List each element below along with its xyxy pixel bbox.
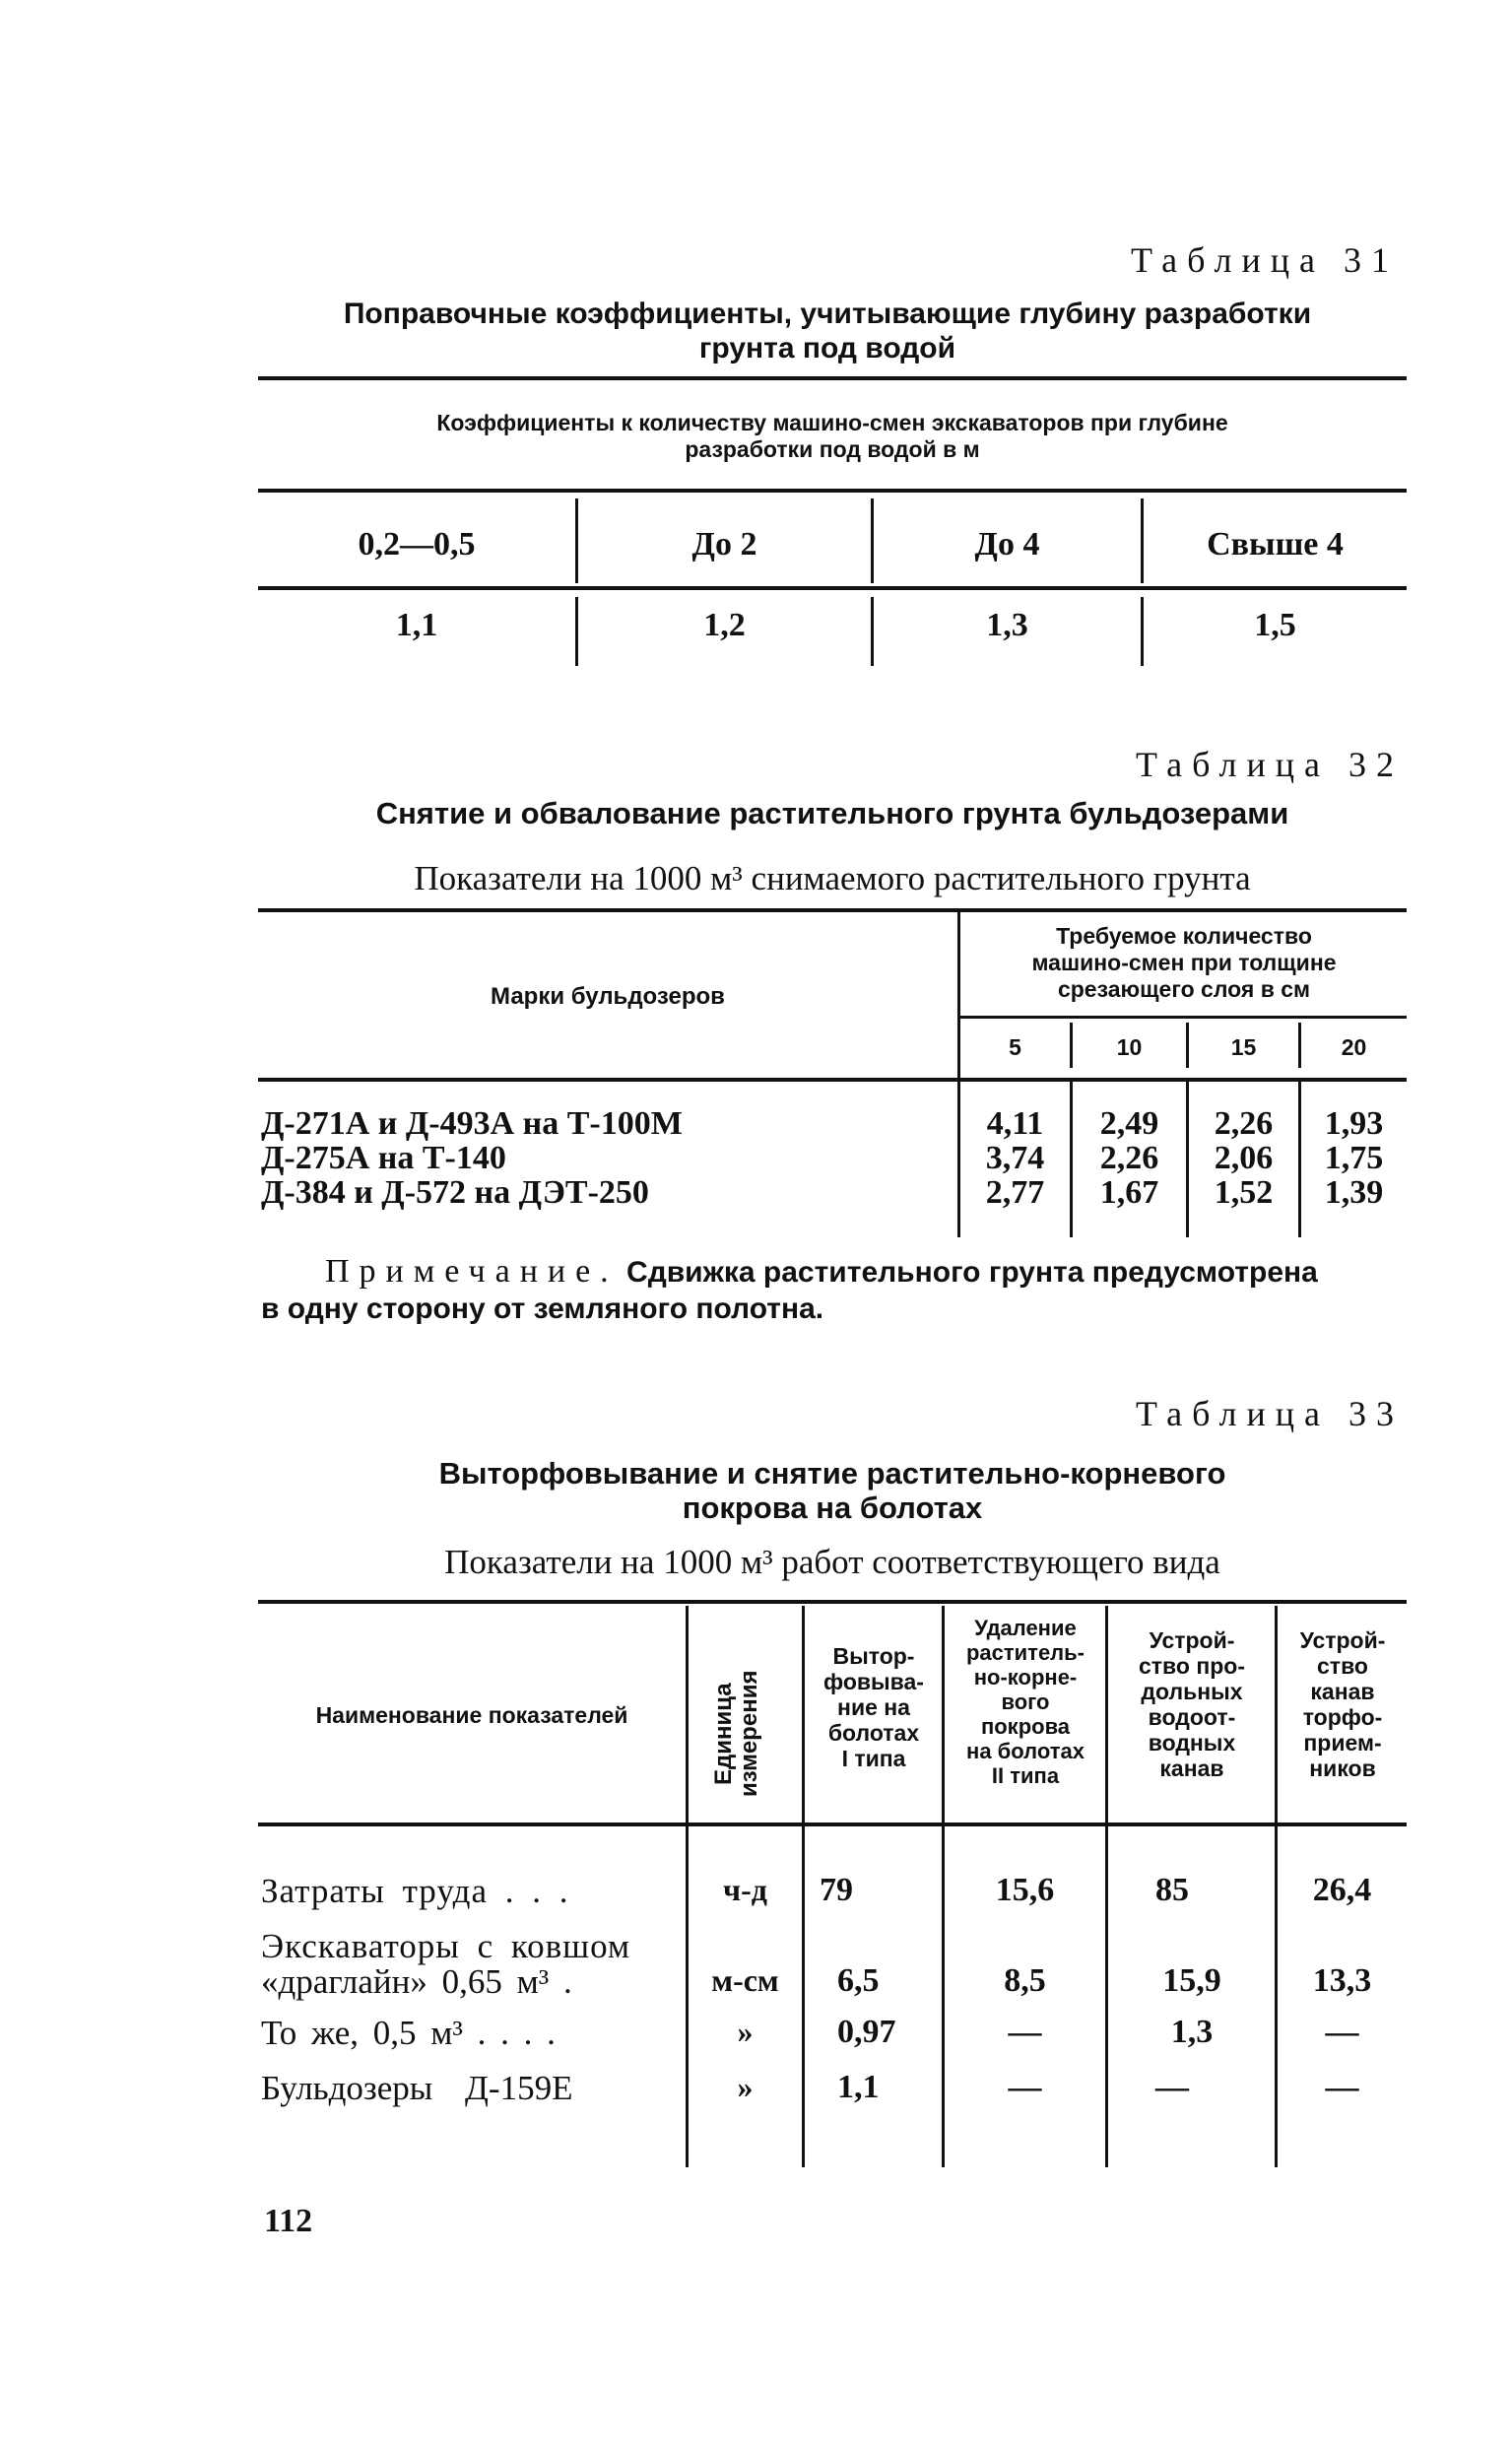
- table-33-col-4-line: ство: [1317, 1653, 1368, 1679]
- table-33-col-unit: [711, 1655, 762, 1813]
- table-33-row-name: Экскаваторы с ковшом: [261, 1927, 631, 1965]
- table-32-row-value: 2,77: [985, 1174, 1045, 1211]
- table-32-row-value: 2,26: [1099, 1140, 1159, 1176]
- table-33-col-2-line: на болотах: [966, 1739, 1085, 1763]
- table-33-row-value: 85: [1155, 1872, 1189, 1908]
- table-32-col-req-line-2: машино-смен при толщине: [1031, 950, 1337, 975]
- table-33-col-2: [946, 1616, 1105, 1788]
- table-33-label: Таблица 33: [1136, 1394, 1404, 1433]
- table-33-col-unit-line-2: измерения: [736, 1670, 762, 1798]
- table-32-row-value: 1,75: [1324, 1140, 1384, 1176]
- table-33-row-value: 26,4: [1312, 1872, 1372, 1908]
- table-33-row-name-line-2: «драглайн» 0,65 м³ .: [261, 1962, 572, 2001]
- table-33-row-value: 6,5: [837, 1962, 880, 1999]
- table-33-row-value: 79: [820, 1872, 853, 1908]
- table-33-col-3: [1109, 1627, 1275, 1781]
- table-32-note-label: Примечание.: [325, 1253, 619, 1290]
- table-32-note-text: Сдвижка растительного грунта предусмотрена: [618, 1256, 1318, 1289]
- table-33-col-2-line: II типа: [991, 1763, 1060, 1788]
- table-32-label: Таблица 32: [1136, 745, 1404, 784]
- table-33-col-3-line: канав: [1159, 1756, 1224, 1781]
- table-33-col-4-line: Устрой-: [1299, 1627, 1386, 1653]
- table-33-col-3-line: водных: [1148, 1730, 1236, 1756]
- table-33-col-2-line: покрова: [980, 1714, 1071, 1739]
- table-33-col-1-line: фовыва-: [823, 1669, 924, 1694]
- table-33-row-name: Затраты труда . . .: [261, 1872, 569, 1910]
- table-33-col-4-line: канав: [1310, 1679, 1375, 1704]
- table-32-top-rule: [258, 908, 1407, 912]
- table-32-note-line-2: в одну сторону от земляного полотна.: [261, 1292, 824, 1325]
- table-32-thickness-15: 15: [1230, 1034, 1257, 1060]
- table-32-thickness-20: 20: [1341, 1034, 1367, 1060]
- table-33-row-value: 13,3: [1312, 1962, 1372, 1999]
- table-33-row-value: 15,9: [1162, 1962, 1221, 1999]
- table-33-col-1-line: ние на: [837, 1694, 910, 1720]
- table-32-row-brand: Д-275А на Т-140: [261, 1140, 506, 1176]
- table-33-row-value: —: [1325, 2069, 1359, 2105]
- table-33-row-unit: м-см: [711, 1962, 779, 1998]
- table-33-col-1-line: болотах: [827, 1720, 920, 1746]
- table-33-col-2-line: Удаление: [974, 1616, 1077, 1640]
- table-32-row-brand: Д-271А и Д-493А на Т-100М: [261, 1105, 683, 1142]
- table-33-row-unit: »: [737, 2014, 754, 2049]
- table-32-row-value: 1,93: [1324, 1105, 1384, 1142]
- table-31-title-line-1: Поправочные коэффициенты, учитывающие глубину разработки: [343, 298, 1312, 330]
- table-31-top-rule: [258, 376, 1407, 380]
- table-33-col-1: [806, 1643, 942, 1771]
- table-33-col-2-line: раститель-: [965, 1640, 1085, 1665]
- table-31-mid-rule: [258, 586, 1407, 590]
- table-33-col-2-line: но-корне-: [973, 1665, 1078, 1690]
- table-32-header-rule: [258, 1078, 1407, 1082]
- table-33-col-divider: [802, 1606, 805, 2167]
- table-33-header-rule: [258, 1822, 1407, 1826]
- table-33-col-name: Наименование показателей: [315, 1702, 628, 1728]
- table-31-value-2: 1,2: [703, 607, 746, 643]
- table-33-row-name: То же, 0,5 м³ . . . .: [261, 2014, 556, 2052]
- table-31-title-line-2: грунта под водой: [698, 332, 956, 364]
- table-31-col-1: 0,2—0,5: [358, 526, 476, 563]
- table-31-col-4: Свыше 4: [1207, 526, 1344, 563]
- table-33-col-4-line: торфо-: [1302, 1704, 1383, 1730]
- table-33-row-value: 1,3: [1170, 2014, 1214, 2050]
- table-33-row-value: 15,6: [995, 1872, 1055, 1908]
- table-33-col-1-line: Вытор-: [832, 1643, 915, 1669]
- table-31-col-3: До 4: [974, 526, 1040, 563]
- table-33-top-rule: [258, 1600, 1407, 1604]
- table-32-thickness-5: 5: [1009, 1034, 1021, 1060]
- table-32-thickness-10: 10: [1116, 1034, 1143, 1060]
- table-33-row-value: —: [1155, 2069, 1189, 2105]
- table-31-header-line-2: разработки под водой в м: [685, 436, 980, 462]
- table-32-row-value: 1,52: [1214, 1174, 1274, 1211]
- table-33-col-3-line: Устрой-: [1149, 1627, 1235, 1653]
- table-33-title-line-2: покрова на болотах: [682, 1491, 983, 1525]
- table-33-col-4: [1279, 1627, 1407, 1781]
- table-33-title-line-1: Выторфовывание и снятие растительно-корневого: [438, 1456, 1226, 1491]
- table-33-row-value: —: [1008, 2069, 1042, 2105]
- table-32-title: Снятие и обвалование растительного грунта бульдозерами: [375, 796, 1289, 830]
- table-32-subtitle: Показатели на 1000 м³ снимаемого растительного грунта: [414, 859, 1251, 897]
- table-33-row-unit: »: [737, 2069, 754, 2104]
- table-32-col-req-line-3: срезающего слоя в см: [1057, 976, 1311, 1002]
- table-33-row-value: 0,97: [837, 2014, 896, 2050]
- table-33-row-value: —: [1008, 2014, 1042, 2050]
- table-33-row-name: Бульдозеры Д-159Е: [261, 2069, 573, 2107]
- table-32-row-value: 2,06: [1214, 1140, 1274, 1176]
- table-32-row-value: 2,26: [1214, 1105, 1274, 1142]
- table-33-col-unit-line-1: Единица: [710, 1683, 737, 1785]
- table-32-note-line-1: [325, 1253, 1318, 1291]
- page-number: 112: [264, 2203, 313, 2239]
- table-32-col-brand: Марки бульдозеров: [491, 983, 725, 1010]
- table-32-sub-rule: [960, 1016, 1407, 1019]
- table-32-row-value: 3,74: [985, 1140, 1045, 1176]
- table-33-row-value: —: [1325, 2014, 1359, 2050]
- table-32-row-value: 1,67: [1099, 1174, 1159, 1211]
- table-31-value-3: 1,3: [986, 607, 1028, 643]
- table-31-value-1: 1,1: [395, 607, 438, 643]
- table-33-row-unit: ч-д: [723, 1872, 767, 1907]
- table-33-col-1-line: I типа: [841, 1746, 906, 1771]
- table-33-col-4-line: прием-: [1303, 1730, 1382, 1756]
- table-32-col-req-line-1: Требуемое количество: [1056, 923, 1312, 949]
- table-33-col-4-line: ников: [1309, 1756, 1376, 1781]
- table-33-col-3-line: водоот-: [1148, 1704, 1236, 1730]
- table-33-row-value: 8,5: [1004, 1962, 1046, 1999]
- table-32-row-value: 2,49: [1099, 1105, 1159, 1142]
- table-31-label: Таблица 31: [1131, 240, 1399, 280]
- table-31-header-rule: [258, 489, 1407, 493]
- table-33-col-2-line: вого: [1001, 1690, 1050, 1714]
- table-32-row-value: 1,39: [1324, 1174, 1384, 1211]
- table-31-header-line-1: Коэффициенты к количеству машино-смен экскаваторов при глубине: [436, 410, 1228, 435]
- table-32-row-value: 4,11: [986, 1105, 1044, 1142]
- table-31-col-2: До 2: [691, 526, 757, 563]
- table-33-subtitle: Показатели на 1000 м³ работ соответствующего вида: [444, 1543, 1220, 1581]
- table-33-col-3-line: дольных: [1141, 1679, 1243, 1704]
- table-33-row-value: 1,1: [837, 2069, 880, 2105]
- table-32-row-brand: Д-384 и Д-572 на ДЭТ-250: [261, 1174, 649, 1211]
- table-31-value-4: 1,5: [1254, 607, 1296, 643]
- table-33-col-3-line: ство про-: [1139, 1653, 1245, 1679]
